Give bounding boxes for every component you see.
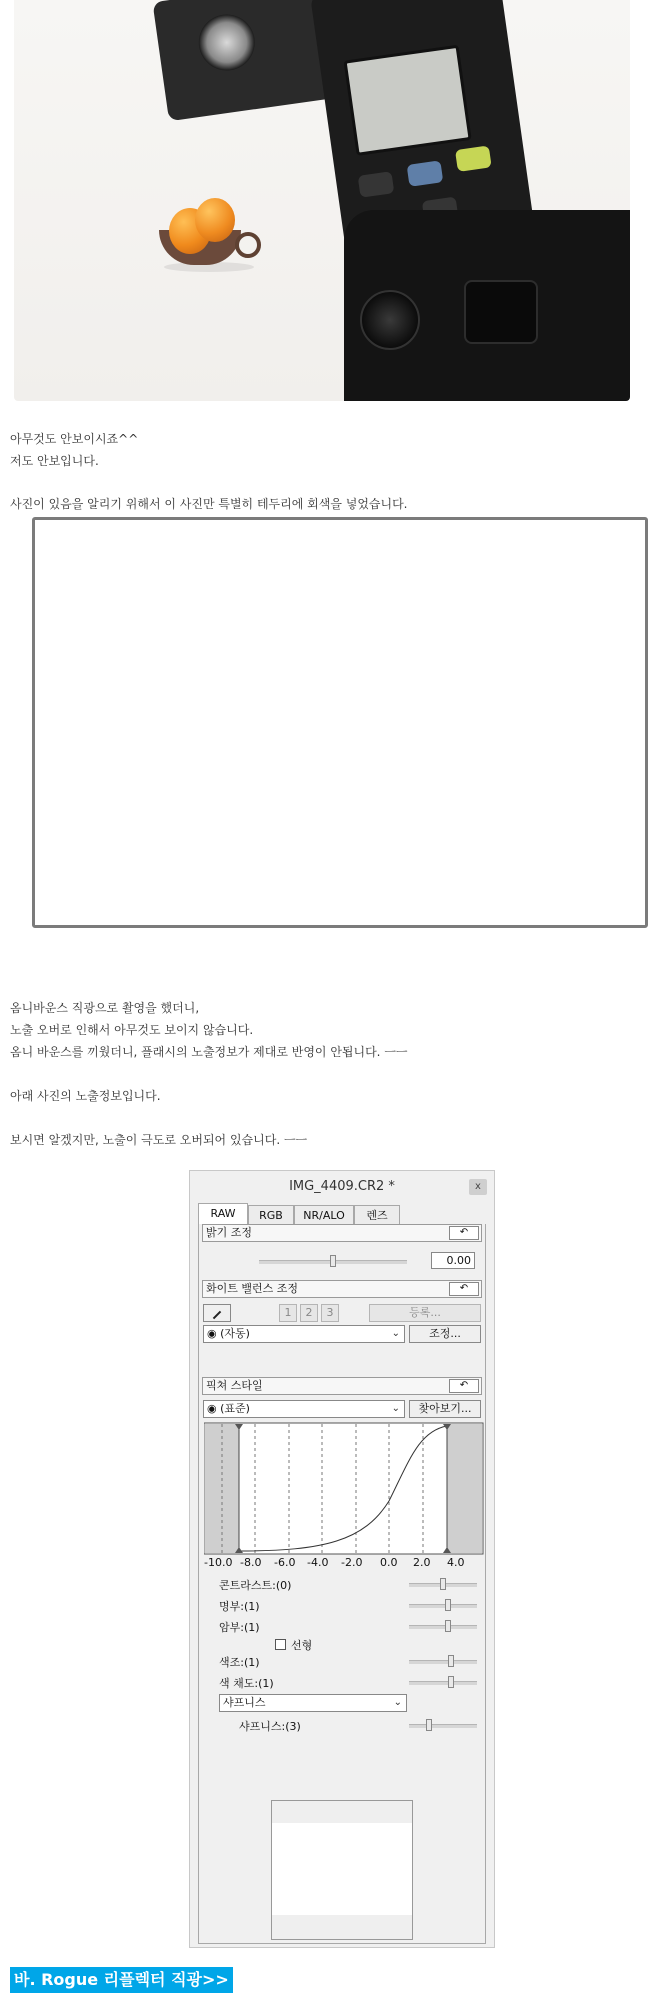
brightness-header: [202, 1224, 482, 1242]
wb-mode-select[interactable]: [203, 1325, 405, 1343]
mode-dial: [360, 290, 420, 350]
curve-axis-tick: 0.0: [380, 1556, 398, 1569]
brightness-value[interactable]: 0.00: [431, 1252, 475, 1269]
fruit-cup: [159, 210, 254, 265]
section-heading: 바. Rogue 리플렉터 직광>>: [10, 1967, 233, 1993]
shadow-slider-thumb[interactable]: [445, 1620, 451, 1632]
curve-axis-tick: -10.0: [204, 1556, 233, 1569]
flash-lcd: [343, 45, 471, 156]
highlight-label: 명부:(1): [219, 1600, 260, 1613]
camera-body: [344, 210, 630, 401]
paragraph: 노출 오버로 인해서 아무것도 보이지 않습니다.: [10, 1023, 254, 1037]
tab-rgb[interactable]: RGB: [248, 1205, 294, 1224]
paragraph: 사진이 있음을 알리기 위해서 이 사진만 특별히 테두리에 회색을 넣었습니다.: [10, 497, 408, 511]
color-tone-label: 색조:(1): [219, 1656, 260, 1669]
preview-thumbnail: [271, 1800, 413, 1940]
paragraph: 아래 사진의 노출정보입니다.: [10, 1089, 161, 1103]
brightness-label: 밝기 조정: [206, 1226, 253, 1239]
paragraph: 옴니바운스 직광으로 촬영을 했더니,: [10, 1001, 200, 1015]
camera-icon: ◉: [207, 1402, 217, 1415]
viewfinder: [464, 280, 538, 344]
wb-adjust-button[interactable]: 조정...: [409, 1325, 481, 1343]
sharpness-mode-value: 샤프니스: [223, 1696, 266, 1709]
shadow-slider[interactable]: [409, 1625, 477, 1629]
color-tone-slider[interactable]: [409, 1660, 477, 1664]
paragraph: 아무것도 안보이시죠^^: [10, 432, 139, 446]
shadow-label: 암부:(1): [219, 1621, 260, 1634]
paragraph: 옴니 바운스를 끼웠더니, 플래시의 노출정보가 제대로 반영이 안됩니다. ㅡㅡ: [10, 1045, 408, 1059]
brightness-slider-thumb[interactable]: [330, 1255, 336, 1267]
picture-style-value: (표준): [220, 1402, 250, 1415]
curve-axis-tick: -6.0: [274, 1556, 296, 1569]
picture-style-header: [202, 1377, 482, 1395]
chevron-down-icon: ⌄: [391, 1328, 400, 1339]
picture-style-select[interactable]: [203, 1400, 405, 1418]
wb-slot-2[interactable]: 2: [300, 1304, 318, 1322]
browse-button[interactable]: 찾아보기...: [409, 1400, 481, 1418]
curve-axis-tick: -8.0: [240, 1556, 262, 1569]
tone-curve-graph: [204, 1421, 484, 1557]
tab-raw[interactable]: RAW: [198, 1203, 248, 1224]
paragraph: 보시면 알겠지만, 노출이 극도로 오버되어 있습니다. ㅡㅡ: [10, 1133, 308, 1147]
brightness-reset-button[interactable]: ↶: [449, 1226, 479, 1240]
white-balance-reset-button[interactable]: ↶: [449, 1282, 479, 1296]
sharpness-slider-thumb[interactable]: [426, 1719, 432, 1731]
saturation-label: 색 채도:(1): [219, 1677, 274, 1690]
picture-style-reset-button[interactable]: ↶: [449, 1379, 479, 1393]
wb-slot-3[interactable]: 3: [321, 1304, 339, 1322]
curve-axis-tick: 2.0: [413, 1556, 431, 1569]
overexposed-photo: [32, 517, 648, 928]
white-balance-header: [202, 1280, 482, 1298]
curve-axis-tick: -4.0: [307, 1556, 329, 1569]
curve-axis-tick: -2.0: [341, 1556, 363, 1569]
contrast-slider-thumb[interactable]: [440, 1578, 446, 1590]
picture-style-label: 픽쳐 스타일: [206, 1379, 263, 1392]
linear-label: 선형: [291, 1639, 313, 1652]
chevron-down-icon: ⌄: [393, 1697, 402, 1708]
highlight-slider-thumb[interactable]: [445, 1599, 451, 1611]
sharpness-label: 샤프니스:(3): [239, 1720, 301, 1733]
wb-mode-value: (자동): [220, 1327, 250, 1340]
wb-slot-1[interactable]: 1: [279, 1304, 297, 1322]
tab-nr-alo[interactable]: NR/ALO: [294, 1205, 354, 1224]
tone-curve-svg: [204, 1421, 484, 1557]
contrast-label: 콘트라스트:(0): [219, 1579, 292, 1592]
white-balance-label: 화이트 밸런스 조정: [206, 1282, 299, 1295]
eyedropper-icon: [213, 1311, 221, 1319]
highlight-slider[interactable]: [409, 1604, 477, 1608]
paragraph: 저도 안보입니다.: [10, 454, 99, 468]
saturation-slider[interactable]: [409, 1681, 477, 1685]
flash-head: [152, 0, 337, 121]
linear-checkbox[interactable]: [275, 1639, 286, 1650]
curve-axis-tick: 4.0: [447, 1556, 465, 1569]
color-tone-slider-thumb[interactable]: [448, 1655, 454, 1667]
wb-register-button[interactable]: 등록...: [369, 1304, 481, 1322]
camera-icon: ◉: [207, 1327, 217, 1340]
close-button[interactable]: x: [469, 1179, 487, 1195]
palette-title: IMG_4409.CR2 *: [289, 1179, 395, 1194]
saturation-slider-thumb[interactable]: [448, 1676, 454, 1688]
sharpness-slider[interactable]: [409, 1724, 477, 1728]
sharpness-mode-select[interactable]: [219, 1694, 407, 1712]
tool-palette: [189, 1170, 495, 1948]
flash-camera-photo: [14, 0, 630, 401]
raw-tab-content: [198, 1224, 486, 1944]
tab-lens[interactable]: 렌즈: [354, 1205, 400, 1224]
chevron-down-icon: ⌄: [391, 1403, 400, 1414]
eyedropper-button[interactable]: [203, 1304, 231, 1322]
